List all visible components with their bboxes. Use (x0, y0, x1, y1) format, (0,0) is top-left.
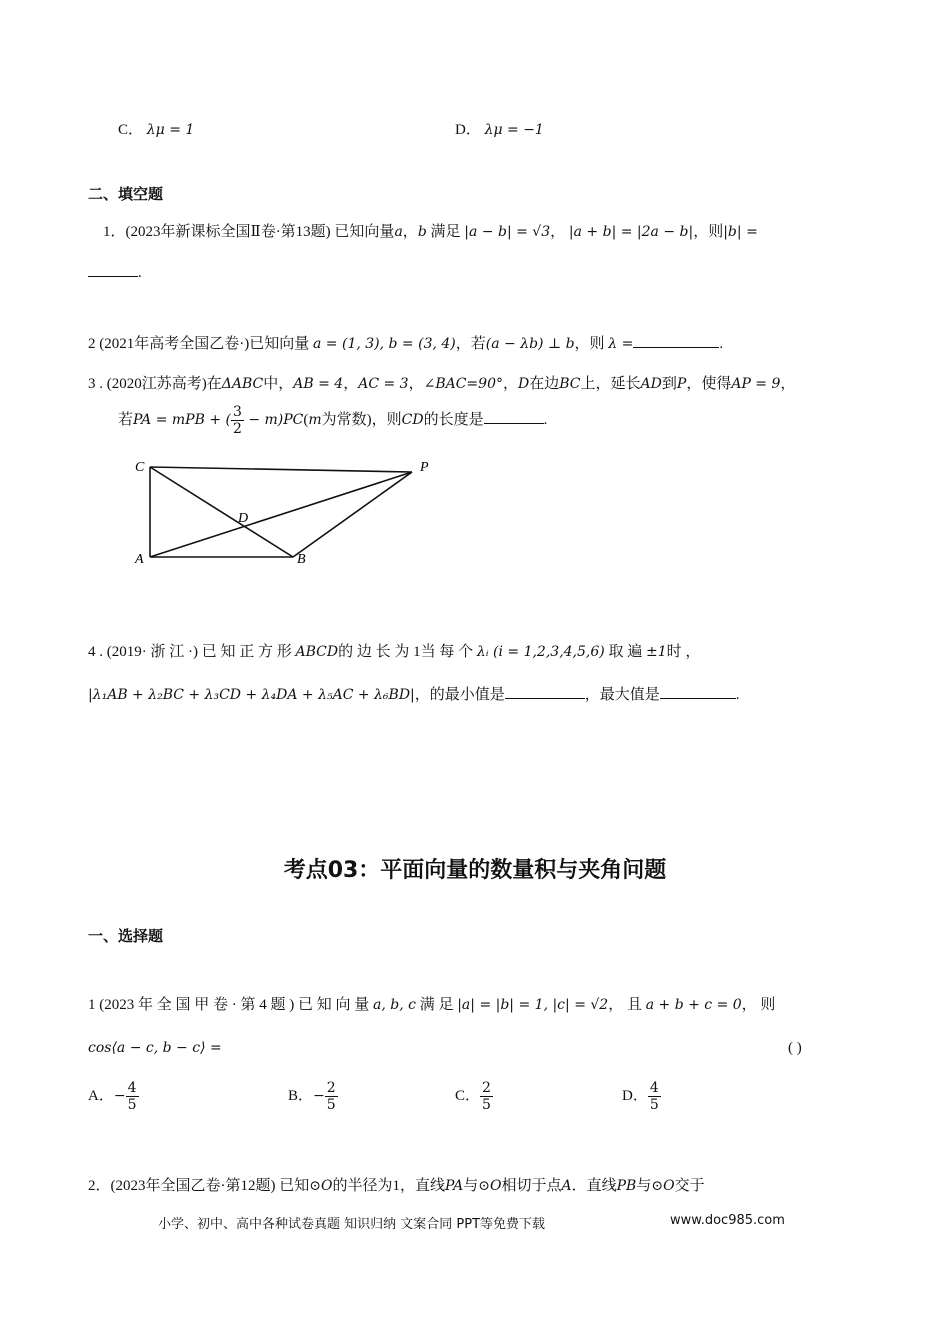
fraction: $\frac{2}{5}$ (326, 1080, 336, 1113)
option-d (455, 118, 544, 139)
choice-option-b: B．− $\frac{2}{5}$ (288, 1080, 336, 1113)
answer-parentheses: ( ) (788, 1040, 802, 1056)
fill-question-4-line2: |λ₁AB + λ₂BC + λ₃CD + λ₄DA + λ₅AC + λ₆BD|，的最小值是 ，最大值是 . (88, 683, 740, 704)
label-c: C (135, 460, 145, 475)
fill-question-2: 2 (2021年高考全国乙卷·)已知向量 a = (1, 3), b = (3, 4)，若(a − λb) ⊥ b，则 λ = . (88, 332, 723, 353)
choice-question-2: 2．(2023年全国乙卷·第12题) 已知⊙O的半径为1，直线PA与⊙O相切于点A．直线PB与⊙O交于 (88, 1178, 705, 1194)
answer-blank (484, 409, 544, 424)
option-label: D． (455, 122, 481, 138)
segment-cp (150, 467, 412, 472)
answer-blank (88, 262, 138, 277)
fraction: $\frac{2}{5}$ (482, 1080, 491, 1113)
option-expression: λμ = 1 (146, 122, 195, 138)
label-p: P (420, 460, 429, 475)
option-expression: λμ = −1 (484, 122, 544, 138)
triangle-figure (130, 455, 440, 575)
answer-blank (633, 333, 719, 348)
choice-option-a: A．− $\frac{4}{5}$ (88, 1080, 137, 1113)
segment-cb (150, 467, 293, 557)
section-heading-choice: 一、选择题 (88, 927, 164, 945)
fraction: $\frac{4}{5}$ (127, 1080, 137, 1113)
fill-question-1: 1．(2023年新课标全国Ⅱ卷·第13题) 已知向量a，b 满足 |a − b| = √3， |a + b| = |2a − b|，则|b| = (103, 224, 758, 240)
label-d: D (238, 511, 249, 526)
answer-blank (505, 684, 585, 699)
footer-text: 小学、初中、高中各种试卷真题 知识归纳 文案合同 PPT等免费下载 (158, 1217, 546, 1232)
section-heading-fill: 二、填空题 (88, 185, 164, 203)
choice-question-1-line2: cos⟨a − c, b − c⟩ = (88, 1040, 222, 1056)
label-b: B (297, 552, 306, 567)
fill-question-4: 4 . (2019· 浙 江 ·) 已 知 正 方 形 ABCD的 边 长 为 1当 每 个 λᵢ (i = 1,2,3,4,5,6) 取 遍 ±1时 ， (88, 644, 701, 660)
label-a: A (135, 552, 144, 567)
option-c (118, 118, 194, 139)
fraction: $\frac{3}{2}$ (232, 404, 242, 437)
fill-answer-line-1: . (88, 262, 142, 282)
answer-blank (660, 684, 736, 699)
option-label: C． (118, 122, 144, 138)
choice-option-d: D． $\frac{4}{5}$ (622, 1080, 659, 1113)
choice-question-1: 1 (2023 年 全 国 甲 卷 · 第 4 题 ) 已 知 向 量 a, b, c 满 足 |a| = |b| = 1, |c| = √2， 且 a + b + c = 0， 则 (88, 997, 776, 1013)
fill-question-3-line2: 若PA = mPB + ( $\frac{3}{2}$ − m)PC(m为常数)，则CD的长度是 . (118, 404, 548, 437)
fraction: $\frac{4}{5}$ (649, 1080, 659, 1113)
section-title: 考点03：平面向量的数量积与夹角问题 (283, 858, 667, 883)
footer-url[interactable]: www.doc985.com (670, 1213, 785, 1228)
fill-question-3: 3 . (2020江苏高考)在ΔABC中，AB = 4，AC = 3，∠BAC=90°，D在边BC上，延长AD到P，使得AP = 9， (88, 376, 796, 392)
choice-option-c: C． $\frac{2}{5}$ (455, 1080, 491, 1113)
segment-bp (293, 472, 412, 557)
segment-ap (150, 472, 412, 557)
